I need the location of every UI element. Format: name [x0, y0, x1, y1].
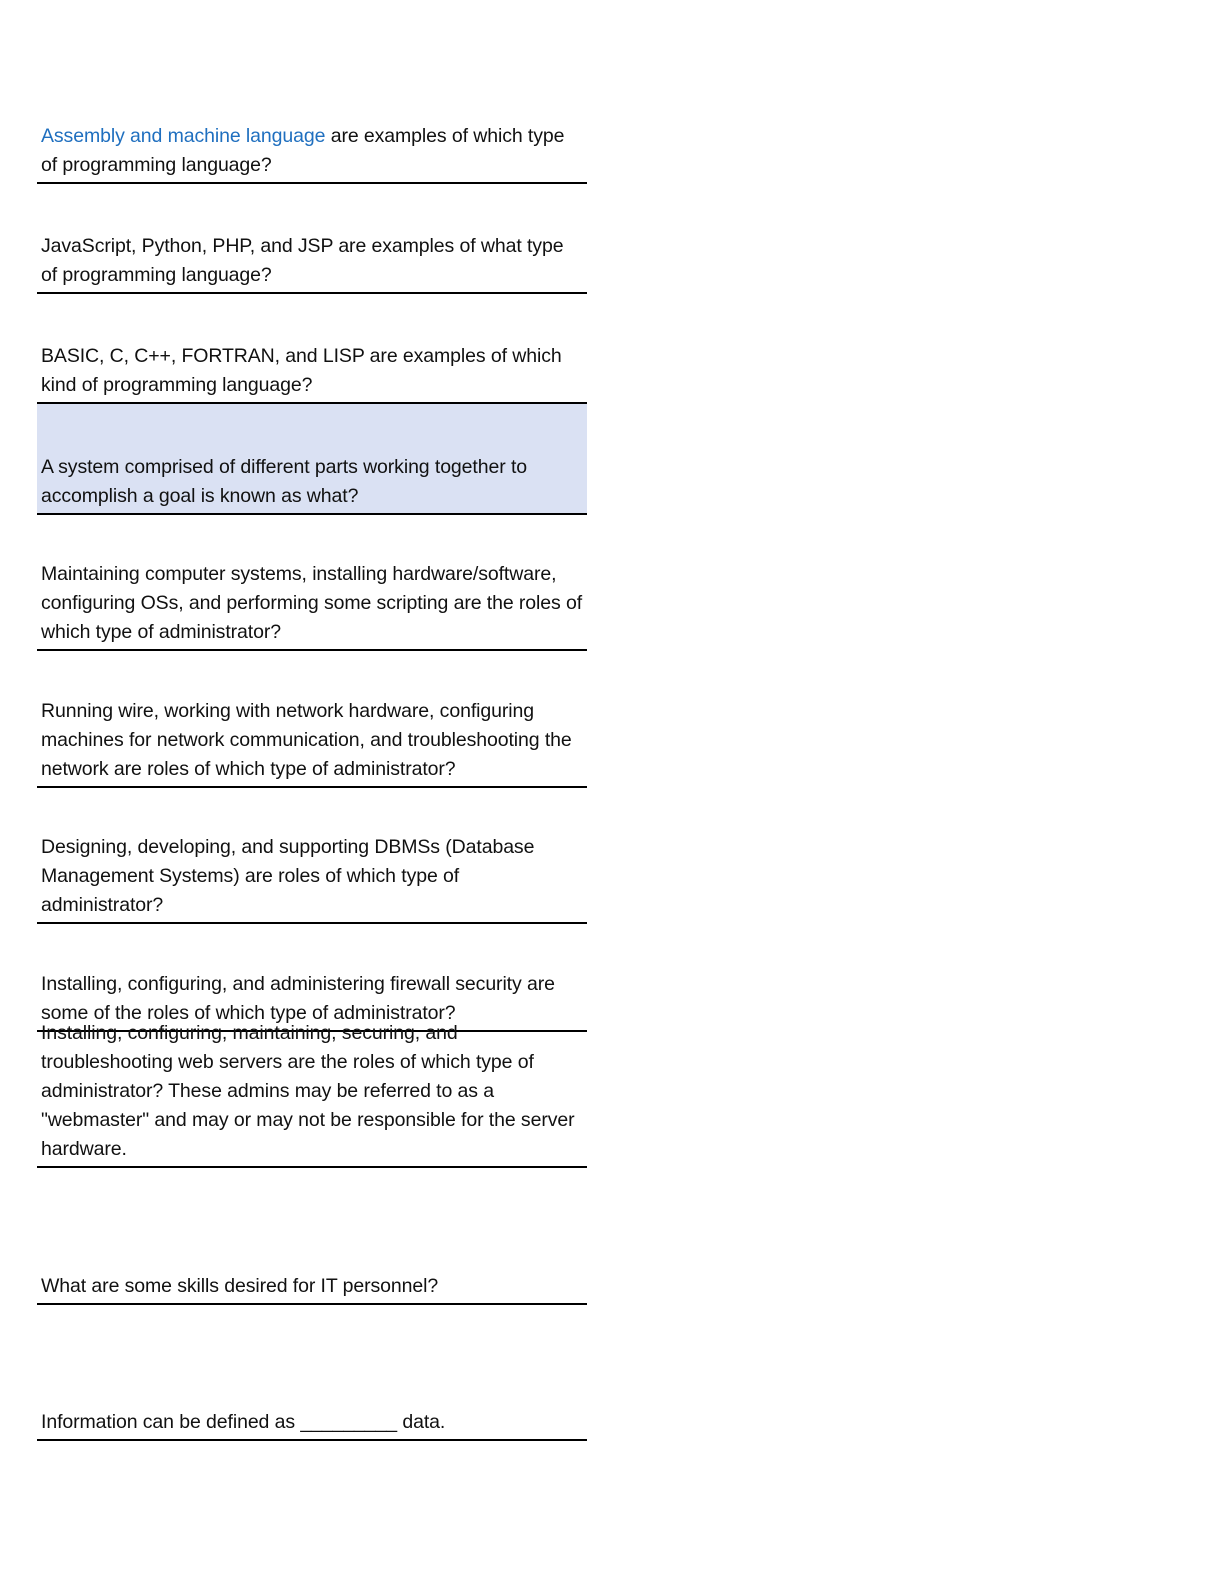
question-cell-11[interactable]: [37, 1305, 587, 1441]
question-cell-1[interactable]: [37, 110, 587, 184]
question-text-11: Information can be defined as _________ data.: [41, 1411, 446, 1433]
question-text-7: Designing, developing, and supporting DBMSs (Database Management Systems) are roles of which type of administrator?: [41, 836, 535, 916]
question-cell-5[interactable]: [37, 515, 587, 651]
question-cell-3[interactable]: [37, 330, 587, 404]
question-cell-7[interactable]: [37, 788, 587, 924]
question-cell-10[interactable]: [37, 1168, 587, 1305]
question-text-6: Running wire, working with network hardware, configuring machines for network communication, and troubleshooting the network are roles of which type of administrator?: [41, 700, 572, 780]
question-cell-2[interactable]: [37, 220, 587, 294]
question-text-4: A system comprised of different parts working together to accomplish a goal is known as what?: [41, 456, 528, 507]
question-1-link[interactable]: Assembly and machine language: [41, 125, 326, 147]
question-cell-9[interactable]: [37, 1022, 587, 1168]
question-cell-8[interactable]: [37, 924, 587, 1032]
question-text-2: JavaScript, Python, PHP, and JSP are examples of what type of programming language?: [41, 235, 564, 286]
question-text-8: Installing, configuring, and administering firewall security are some of the roles of which type of administrator?: [41, 973, 555, 1024]
question-cell-6[interactable]: [37, 651, 587, 788]
question-text-3: BASIC, C, C++, FORTRAN, and LISP are examples of which kind of programming language?: [41, 345, 562, 396]
question-text-5: Maintaining computer systems, installing hardware/software, configuring OSs, and performing some scripting are the roles of which type of administrator?: [41, 563, 583, 643]
question-cell-4-selected[interactable]: [37, 404, 587, 515]
question-text-9: Installing, configuring, maintaining, securing, and troubleshooting web servers are the roles of which type of administrator? These admins may be referred to as a "webmaster" and may or may not be responsible for the server hardware.: [41, 1022, 575, 1160]
question-text-1: [37, 122, 587, 182]
question-1-rest: are examples of which type of programming language?: [41, 125, 565, 176]
question-text-10: What are some skills desired for IT personnel?: [41, 1275, 439, 1297]
